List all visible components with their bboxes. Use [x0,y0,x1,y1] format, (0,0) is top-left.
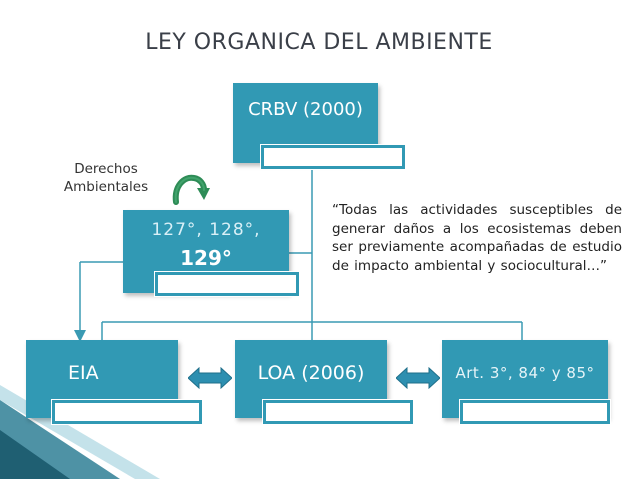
circular-arrow-icon [170,172,210,208]
double-arrow-icon [188,367,232,389]
quote-text: “Todas las actividades susceptibles de generar daños a los ecosistemas deben ser previamente acompañadas de estudio de impacto ambiental y sociocultural…” [332,202,622,274]
node-art3 [442,340,608,418]
node-crbv-subbox [261,145,405,169]
node-articles [123,210,289,293]
derechos-line1: Derechos [74,161,138,177]
page-title: LEY ORGANICA DEL AMBIENTE [145,30,493,55]
node-art3-subbox [460,400,610,424]
node-art3-label: Art. 3°, 84° y 85° [455,364,595,382]
node-eia-subbox [52,400,202,424]
node-loa-label: LOA (2006) [257,362,365,384]
node-crbv [233,83,378,163]
node-eia-label: EIA [68,362,99,384]
derechos-ambientales-label [54,160,158,196]
double-arrow-icon [396,367,440,389]
node-articles-line2: 129° [180,246,232,270]
node-articles-subbox [155,272,299,296]
node-crbv-label: CRBV (2000) [248,99,363,120]
node-eia [26,340,178,418]
node-articles-line1: 127°, 128°, [151,220,261,240]
node-loa-subbox [263,400,413,424]
derechos-line2: Ambientales [63,179,149,195]
node-loa [235,340,387,418]
